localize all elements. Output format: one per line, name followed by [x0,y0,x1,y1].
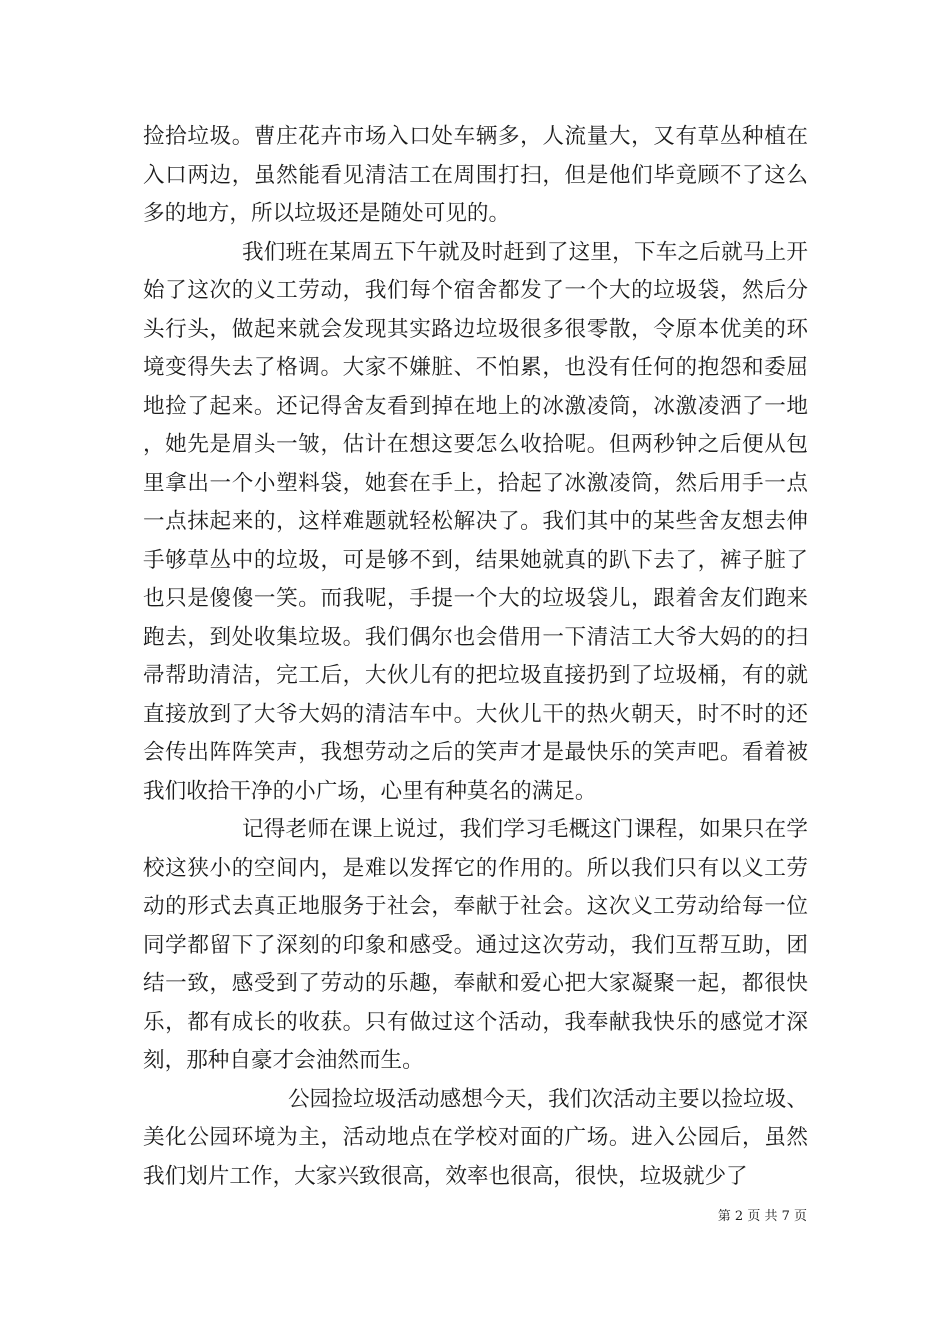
paragraph-2: 我们班在某周五下午就及时赶到了这里，下车之后就马上开始了这次的义工劳动，我们每个宿舍都发了一个大的垃圾袋，然后分头行头，做起来就会发现其实路边垃圾很多很零散，令原本优美的环境变得失去了格调。大家不嫌脏、不怕累，也没有任何的抱怨和委屈地捡了起来。还记得舍友看到掉在地上的冰激凌筒，冰激凌洒了一地，她先是眉头一皱，估计在想这要怎么收拾呢。但两秒钟之后便从包里拿出一个小塑料袋，她套在手上，拾起了冰激凌筒，然后用手一点一点抹起来的，这样难题就轻松解决了。我们其中的某些舍友想去伸手够草丛中的垃圾，可是够不到，结果她就真的趴下去了，裤子脏了也只是傻傻一笑。而我呢，手提一个大的垃圾袋儿，跟着舍友们跑来跑去，到处收集垃圾。我们偶尔也会借用一下清洁工大爷大妈的的扫帚帮助清洁，完工后，大伙儿有的把垃圾直接扔到了垃圾桶，有的就直接放到了大爷大妈的清洁车中。大伙儿干的热火朝天，时不时的还会传出阵阵笑声，我想劳动之后的笑声才是最快乐的笑声吧。看着被我们收拾干净的小广场，心里有种莫名的满足。 [143,239,808,804]
paragraph-4: 公园捡垃圾活动感想今天，我们次活动主要以捡垃圾、美化公园环境为主，活动地点在学校对面的广场。进入公园后，虽然我们划片工作，大家兴致很高，效率也很高，很快，垃圾就少了 [143,1086,808,1189]
paragraph-3: 记得老师在课上说过，我们学习毛概这门课程，如果只在学校这狭小的空间内，是难以发挥它的作用的。所以我们只有以义工劳动的形式去真正地服务于社会，奉献于社会。这次义工劳动给每一位同学都留下了深刻的印象和感受。通过这次劳动，我们互帮互助，团结一致，感受到了劳动的乐趣，奉献和爱心把大家凝聚一起，都很快乐，都有成长的收获。只有做过这个活动，我奉献我快乐的感觉才深刻，那种自豪才会油然而生。 [143,817,808,1073]
document-body [143,118,808,1196]
paragraph-1: 捡拾垃圾。曹庄花卉市场入口处车辆多，人流量大，又有草丛种植在入口两边，虽然能看见清洁工在周围打扫，但是他们毕竟顾不了这么多的地方，所以垃圾还是随处可见的。 [143,124,808,226]
page-number-footer: 第 2 页 共 7 页 [717,1209,807,1224]
